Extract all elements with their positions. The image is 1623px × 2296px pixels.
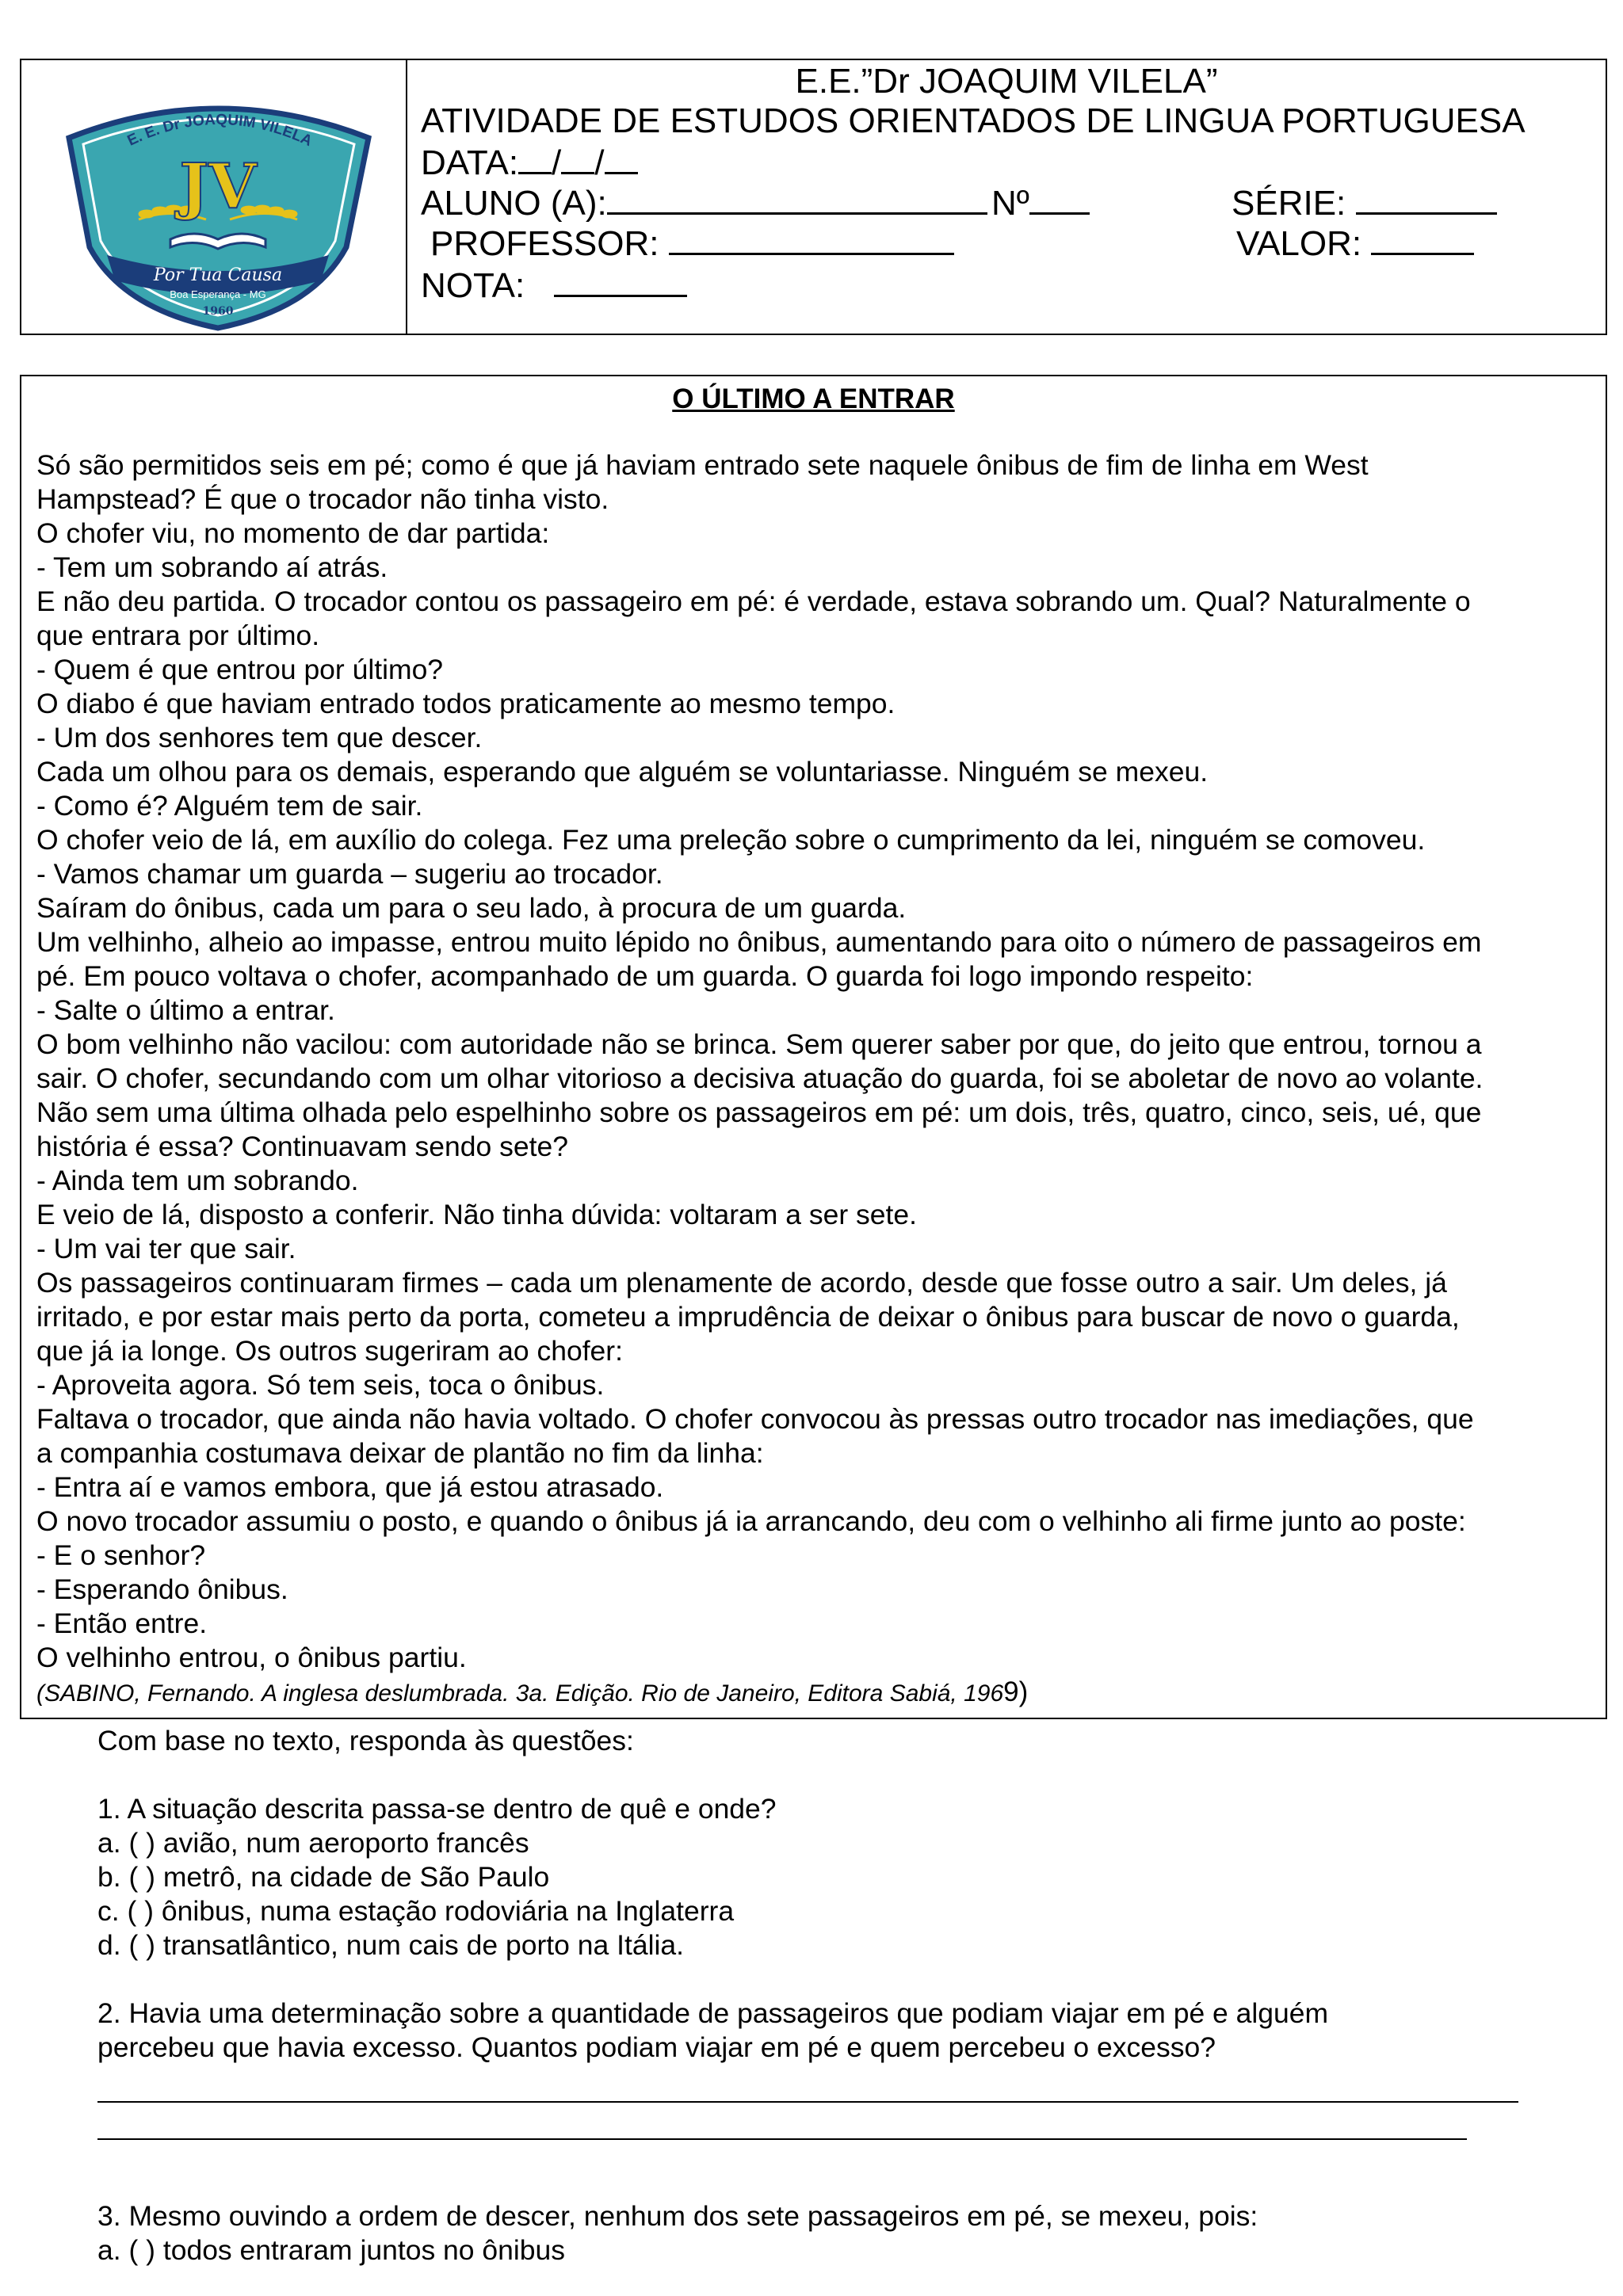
activity-title: ATIVIDADE DE ESTUDOS ORIENTADOS DE LINGUA PORTUGUESA <box>421 101 1526 140</box>
story-line: Só são permitidos seis em pé; como é que já haviam entrado sete naquele ônibus de fim de linha em West <box>36 449 1369 481</box>
story-citation: (SABINO, Fernando. A inglesa deslumbrada. 3a. Edição. Rio de Janeiro, Editora Sabiá, 1969) <box>36 1676 1029 1707</box>
story-line: - Tem um sobrando aí atrás. <box>36 551 388 583</box>
question-2-prompt-line1: 2. Havia uma determinação sobre a quantidade de passageiros que podiam viajar em pé e alguém <box>97 1997 1329 2029</box>
story-line: Um velhinho, alheio ao impasse, entrou muito lépido no ônibus, aumentando para oito o número de passageiros em <box>36 926 1482 958</box>
story-line: - E o senhor? <box>36 1539 206 1571</box>
story-line: - Quem é que entrou por último? <box>36 654 444 685</box>
story-line: história é essa? Continuavam sendo sete? <box>36 1131 568 1162</box>
story-line: Cada um olhou para os demais, esperando que alguém se voluntariasse. Ninguém se mexeu. <box>36 756 1209 788</box>
story-line: Os passageiros continuaram firmes – cada um plenamente de acordo, desde que fosse outro a sair. Um deles, já <box>36 1267 1447 1299</box>
story-line: O velhinho entrou, o ônibus partiu. <box>36 1642 467 1673</box>
question-3-option-a[interactable]: a. ( ) todos entraram juntos no ônibus <box>97 2234 566 2266</box>
story-line: - Um vai ter que sair. <box>36 1233 296 1264</box>
story-line: - Um dos senhores tem que descer. <box>36 722 483 753</box>
story-line: - Salte o último a entrar. <box>36 994 335 1026</box>
story-line: O chofer viu, no momento de dar partida: <box>36 517 550 549</box>
story-title: O ÚLTIMO A ENTRAR <box>672 383 955 414</box>
school-name: E.E.”Dr JOAQUIM VILELA” <box>795 62 1218 101</box>
answer-line-1[interactable] <box>97 2101 1518 2103</box>
story-line: que entrara por último. <box>36 620 320 651</box>
story-box <box>20 375 1607 1719</box>
story-line: Não sem uma última olhada pelo espelhinho sobre os passageiros em pé: um dois, três, quatro, cinco, seis, ué, que <box>36 1097 1482 1128</box>
crest-top-text: E. E. Dr JOAQUIM VILELA <box>124 111 315 151</box>
story-line: a companhia costumava deixar de plantão no fim da linha: <box>36 1437 764 1469</box>
story-line: irritado, e por estar mais perto da porta, cometeu a imprudência de deixar o ônibus para buscar de novo o guarda, <box>36 1301 1460 1333</box>
story-line: O bom velhinho não vacilou: com autoridade não se brinca. Sem querer saber por que, do jeito que entrou, tornou a <box>36 1028 1482 1060</box>
story-line: - Como é? Alguém tem de sair. <box>36 790 423 822</box>
question-2-prompt-line2: percebeu que havia excesso. Quantos podiam viajar em pé e quem percebeu o excesso? <box>97 2031 1216 2063</box>
story-line: - Então entre. <box>36 1608 208 1639</box>
school-crest-logo <box>52 89 384 334</box>
story-line: - Entra aí e vamos embora, que já estou atrasado. <box>36 1471 664 1503</box>
question-3-prompt: 3. Mesmo ouvindo a ordem de descer, nenhum dos sete passageiros em pé, se mexeu, pois: <box>97 2200 1258 2232</box>
story-line: - Esperando ônibus. <box>36 1573 288 1605</box>
question-3-section <box>97 2165 1587 2267</box>
story-line: O diabo é que haviam entrado todos praticamente ao mesmo tempo. <box>36 688 896 719</box>
grade-field[interactable]: NOTA: <box>421 265 687 306</box>
crest-year: 1960 <box>202 305 234 318</box>
question-1-option-b[interactable]: b. ( ) metrô, na cidade de São Paulo <box>97 1861 550 1893</box>
story-line: E veio de lá, disposto a conferir. Não tinha dúvida: voltaram a ser sete. <box>36 1199 917 1230</box>
crest-motto: Por Tua Causa <box>153 265 283 285</box>
question-1-option-c[interactable]: c. ( ) ônibus, numa estação rodoviária na Inglaterra <box>97 1895 735 1927</box>
story-line: Faltava o trocador, que ainda não havia voltado. O chofer convocou às pressas outro trocador nas imediações, que <box>36 1403 1474 1435</box>
crest-initials: JV <box>179 151 257 223</box>
story-line: - Aproveita agora. Só tem seis, toca o ônibus. <box>36 1369 605 1401</box>
value-field[interactable]: VALOR: <box>1236 223 1474 264</box>
question-1-prompt: 1. A situação descrita passa-se dentro de quê e onde? <box>97 1793 777 1825</box>
question-1-option-a[interactable]: a. ( ) avião, num aeroporto francês <box>97 1827 529 1859</box>
story-line: Hampstead? É que o trocador não tinha visto. <box>36 483 609 515</box>
story-line: E não deu partida. O trocador contou os passageiro em pé: é verdade, estava sobrando um. Qual? Naturalmente o <box>36 585 1471 617</box>
header-box <box>20 59 1607 335</box>
story-text <box>36 448 1598 1711</box>
teacher-field[interactable]: PROFESSOR: <box>430 223 954 264</box>
story-line: que já ia longe. Os outros sugeriram ao chofer: <box>36 1335 623 1367</box>
date-field[interactable]: DATA: / / <box>421 142 638 183</box>
story-line: sair. O chofer, secundando com um olhar vitorioso a decisiva atuação do guarda, foi se aboletar de novo ao volante. <box>36 1062 1484 1094</box>
story-line: O chofer veio de lá, em auxílio do colega. Fez uma preleção sobre o cumprimento da lei, ninguém se comoveu. <box>36 824 1426 856</box>
questions-section <box>97 1724 1587 2065</box>
questions-intro: Com base no texto, responda às questões: <box>97 1725 634 1756</box>
story-line: pé. Em pouco voltava o chofer, acompanhado de um guarda. O guarda foi logo impondo respeito: <box>36 960 1254 992</box>
student-field[interactable]: ALUNO (A): <box>421 182 987 223</box>
answer-line-2[interactable] <box>97 2138 1467 2140</box>
story-line: - Vamos chamar um guarda – sugeriu ao trocador. <box>36 858 663 890</box>
series-field[interactable]: SÉRIE: <box>1232 182 1497 223</box>
crest-city: Boa Esperança - MG <box>170 288 266 300</box>
story-line: O novo trocador assumiu o posto, e quando o ônibus já ia arrancando, deu com o velhinho ali firme junto ao poste: <box>36 1505 1466 1537</box>
story-line: Saíram do ônibus, cada um para o seu lado, à procura de um guarda. <box>36 892 907 924</box>
question-1-option-d[interactable]: d. ( ) transatlântico, num cais de porto na Itália. <box>97 1929 684 1961</box>
number-field[interactable]: Nº <box>991 182 1090 223</box>
story-line: - Ainda tem um sobrando. <box>36 1165 359 1196</box>
